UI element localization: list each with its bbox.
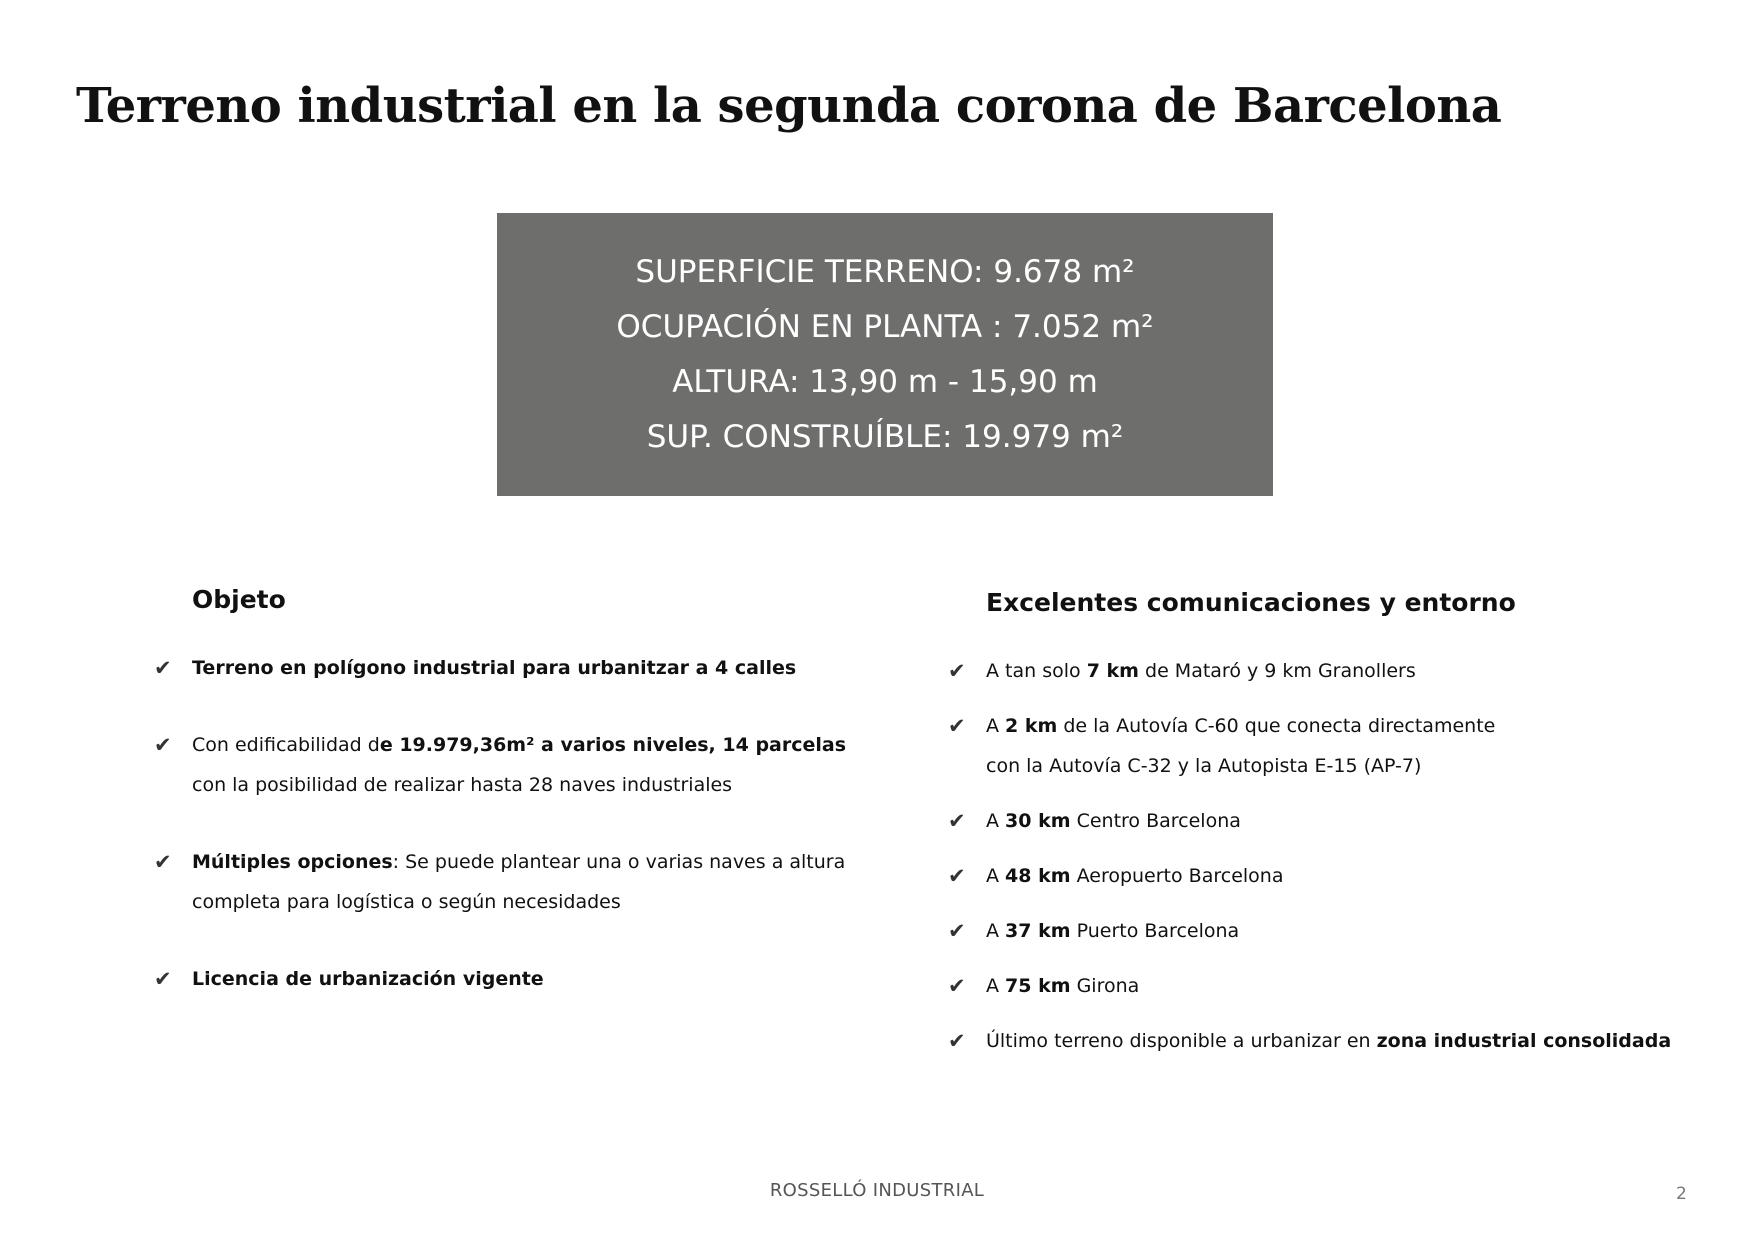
page-title: Terreno industrial en la segunda corona de Barcelona: [76, 78, 1502, 134]
communications-section: [946, 585, 1706, 1076]
text: Girona: [1070, 975, 1140, 997]
bold-text: e 19.979,36m² a varios niveles, 14 parcelas: [379, 734, 847, 756]
summary-line-surface: SUPERFICIE TERRENO: 9.678 m²: [635, 253, 1135, 290]
text: : Se puede plantear una o varias naves a altura: [392, 851, 846, 873]
list-item: [946, 911, 1706, 951]
communications-heading: Excelentes comunicaciones y entorno: [986, 588, 1516, 617]
check-icon: ✔: [154, 656, 172, 680]
text: Centro Barcelona: [1070, 810, 1241, 832]
list-item: [946, 1021, 1706, 1061]
list-item: [946, 966, 1706, 1006]
communications-list: [946, 651, 1706, 1061]
list-item: [946, 651, 1706, 691]
summary-box: [497, 213, 1273, 496]
list-item-line: [192, 842, 872, 882]
list-item-line: [192, 648, 872, 688]
list-item-line: [986, 911, 1706, 951]
check-icon: ✔: [948, 919, 966, 943]
text: Aeropuerto Barcelona: [1070, 865, 1284, 887]
check-icon: ✔: [154, 967, 172, 991]
bold-text: 75 km: [1005, 975, 1071, 997]
text: Puerto Barcelona: [1070, 920, 1240, 942]
list-item-line: [986, 801, 1706, 841]
check-icon: ✔: [948, 974, 966, 998]
check-icon: ✔: [948, 659, 966, 683]
bold-text: 37 km: [1005, 920, 1071, 942]
object-heading: Objeto: [192, 585, 286, 614]
list-item-line: [192, 959, 872, 999]
footer-brand: ROSSELLÓ INDUSTRIAL: [769, 1180, 985, 1201]
text: A: [986, 865, 1006, 887]
bold-text: 7 km: [1086, 660, 1139, 682]
object-section: [152, 585, 872, 1036]
bold-text: Múltiples opciones: [192, 851, 393, 873]
list-item-line: [986, 746, 1706, 786]
list-item-line: [986, 856, 1706, 896]
check-icon: ✔: [948, 864, 966, 888]
text: A: [986, 975, 1006, 997]
object-list: [152, 648, 872, 999]
list-item-line: [986, 651, 1706, 691]
list-item-line: [192, 725, 872, 765]
list-item-line: [192, 765, 872, 805]
list-item-line: [986, 706, 1706, 746]
text: de Mataró y 9 km Granollers: [1138, 660, 1416, 682]
text: Con edificabilidad d: [192, 734, 380, 756]
list-item: [946, 856, 1706, 896]
bold-text: Terreno en polígono industrial para urbanitzar a 4 calles: [192, 657, 797, 679]
bold-text: 2 km: [1005, 715, 1058, 737]
check-icon: ✔: [948, 714, 966, 738]
list-item-line: [986, 1021, 1706, 1061]
text: completa para logística o según necesidades: [192, 891, 621, 913]
text: A tan solo: [986, 660, 1087, 682]
text: con la posibilidad de realizar hasta 28 naves industriales: [192, 774, 733, 796]
list-item: [152, 648, 872, 688]
check-icon: ✔: [948, 1029, 966, 1053]
check-icon: ✔: [154, 850, 172, 874]
bold-text: 30 km: [1005, 810, 1071, 832]
page-number: 2: [1676, 1184, 1687, 1204]
text: A: [986, 715, 1006, 737]
list-item-line: [986, 966, 1706, 1006]
bold-text: zona industrial consolidada: [1376, 1030, 1672, 1052]
bold-text: Licencia de urbanización vigente: [192, 968, 544, 990]
list-item: [152, 959, 872, 999]
list-item: [152, 842, 872, 922]
list-item: [946, 801, 1706, 841]
summary-line-buildable: SUP. CONSTRUÍBLE: 19.979 m²: [646, 418, 1124, 455]
text: Último terreno disponible a urbanizar en: [986, 1030, 1377, 1052]
list-item-line: [192, 882, 872, 922]
check-icon: ✔: [948, 809, 966, 833]
bold-text: 48 km: [1005, 865, 1071, 887]
text: de la Autovía C-60 que conecta directamente: [1057, 715, 1496, 737]
list-item: [152, 725, 872, 805]
list-item: [946, 706, 1706, 786]
summary-line-occupation: OCUPACIÓN EN PLANTA : 7.052 m²: [616, 308, 1154, 345]
text: A: [986, 920, 1006, 942]
text: A: [986, 810, 1006, 832]
check-icon: ✔: [154, 733, 172, 757]
summary-line-height: ALTURA: 13,90 m - 15,90 m: [672, 363, 1098, 400]
text: con la Autovía C-32 y la Autopista E-15 (AP-7): [986, 755, 1422, 777]
